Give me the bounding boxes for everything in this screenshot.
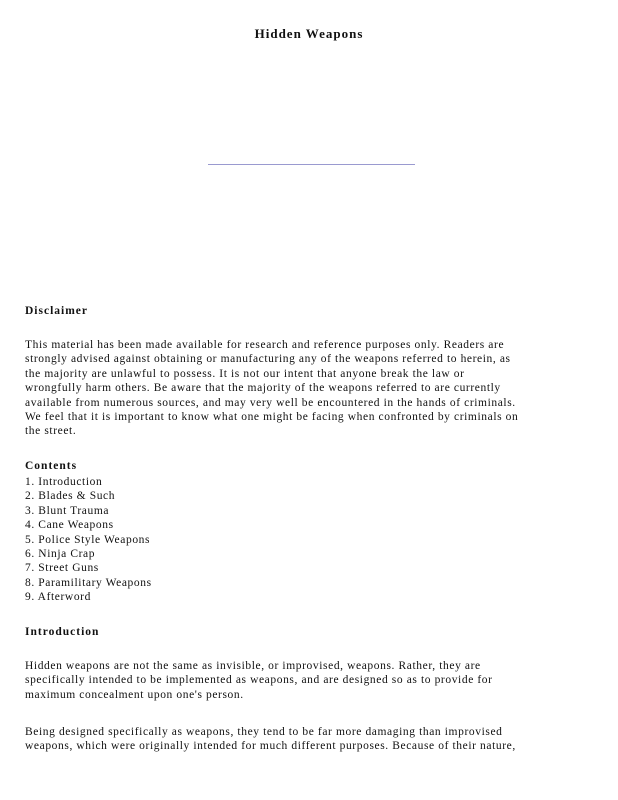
contents-heading: Contents (25, 460, 78, 472)
contents-item-blunt-trauma: 3. Blunt Trauma (25, 504, 110, 517)
introduction-heading: Introduction (25, 626, 100, 638)
contents-item-paramilitary: 8. Paramilitary Weapons (25, 576, 152, 589)
horizontal-rule (208, 164, 415, 165)
contents-item-ninja: 6. Ninja Crap (25, 548, 96, 561)
document-title: Hidden Weapons (254, 26, 364, 41)
contents-item-cane-weapons: 4. Cane Weapons (25, 519, 114, 532)
introduction-paragraph-1: Hidden weapons are not the same as invisible, or improvised, weapons. Rather, they are specifically intended to be implemented as weapons, and are designed so as to provide for maximum concealment upon one's person. (25, 660, 493, 701)
contents-item-police-style: 5. Police Style Weapons (25, 533, 151, 546)
disclaimer-text: This material has been made available for research and reference purposes only. Readers are strongly advised against obtaining or manufacturing any of the weapons referred to herein, as the majority are unlawful to possess. It is not our intent that anyone break the law or wrongfully harm others. Be aware that the majority of the weapons referred to are currently available from numerous sources, and may very well be encountered in the hands of criminals. We feel that it is important to know what one might be facing when confronted by criminals on the street. (25, 339, 519, 438)
contents-item-introduction: 1. Introduction (25, 476, 103, 488)
contents-item-afterword: 9. Afterword (25, 591, 91, 604)
introduction-paragraph-2: Being designed specifically as weapons, they tend to be far more damaging than improvised weapons, which were originally intended for much different purposes. Because of their nature, (25, 726, 516, 753)
contents-item-blades: 2. Blades & Such (25, 490, 116, 503)
contents-item-street-guns: 7. Street Guns (25, 562, 99, 575)
disclaimer-heading: Disclaimer (25, 305, 89, 317)
contents-list (25, 475, 152, 605)
